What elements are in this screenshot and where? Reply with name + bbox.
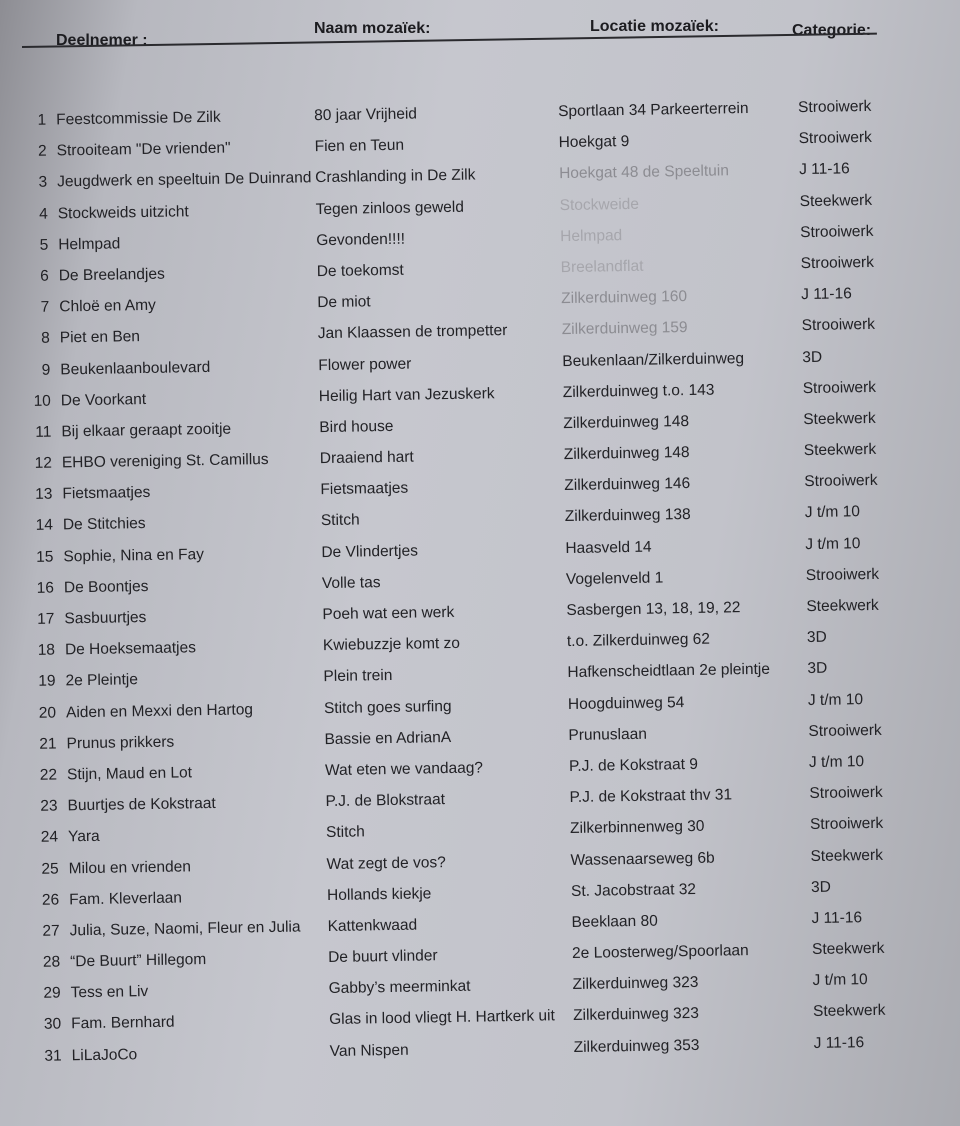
mosaic-name-cell: Fien en Teun [314, 136, 405, 156]
header-divider [22, 33, 877, 48]
location-cell: Hoekgat 48 de Speeltuin [559, 162, 730, 183]
row-number: 7 [40, 298, 50, 316]
location-cell: Beukenlaan/Zilkerduinweg [562, 349, 745, 370]
participant-cell: De Boontjes [63, 577, 149, 597]
row-number: 14 [35, 516, 54, 535]
header-category: Categorie: [792, 22, 872, 39]
mosaic-name-cell: Stitch [320, 511, 360, 530]
entries-table [22, 93, 958, 1075]
row-number: 24 [40, 828, 59, 847]
row-number: 2 [37, 142, 47, 160]
row-number: 23 [40, 797, 58, 815]
location-cell: Zilkerduinweg 148 [563, 412, 690, 432]
participant-cell: Feestcommissie De Zilk [56, 108, 221, 129]
participant-cell: Beukenlaanboulevard [60, 358, 211, 378]
location-cell: Zilkerbinnenweg 30 [569, 818, 705, 838]
row-number: 19 [38, 672, 56, 691]
location-cell: Breelandflat [560, 257, 644, 277]
row-number: 18 [37, 641, 56, 659]
participant-cell: Prunus prikkers [66, 733, 175, 753]
location-cell: Zilkerduinweg t.o. 143 [562, 381, 715, 401]
row-number: 6 [40, 267, 49, 285]
mosaic-name-cell: Glas in lood vliegt H. Hartkerk uit [329, 1007, 555, 1029]
row-number: 13 [35, 485, 53, 504]
category-cell: Strooiwerk [798, 129, 872, 148]
row-number: 15 [36, 548, 54, 566]
location-cell: Prunuslaan [568, 725, 648, 744]
mosaic-name-cell: Gevonden!!!! [316, 230, 406, 249]
mosaic-name-cell: Bassie en AdrianA [324, 728, 452, 748]
participant-cell: Jeugdwerk en speeltuin De Duinrand [57, 169, 312, 191]
row-number: 3 [38, 173, 48, 192]
participant-cell: LiLaJoCo [71, 1045, 138, 1064]
mosaic-name-cell: Poeh wat een werk [322, 603, 455, 624]
location-cell: 2e Loosterweg/Spoorlaan [571, 942, 749, 963]
mosaic-name-cell: Hollands kiekje [326, 885, 432, 904]
location-cell: Hoogduinweg 54 [567, 693, 685, 713]
location-cell: Beeklaan 80 [571, 912, 658, 931]
participant-cell: Piet en Ben [59, 328, 141, 347]
row-number: 21 [39, 735, 57, 753]
participant-cell: Strooiteam "De vrienden" [56, 139, 231, 160]
participant-cell: Stijn, Maud en Lot [66, 764, 193, 784]
category-cell: Strooiwerk [805, 565, 880, 584]
participant-cell: De Stitchies [62, 515, 146, 534]
participant-cell: De Breelandjes [58, 265, 165, 285]
mosaic-name-cell: De buurt vlinder [327, 947, 438, 967]
category-cell: Strooiwerk [804, 472, 878, 491]
category-cell: 3D [806, 628, 827, 647]
participant-cell: Tess en Liv [70, 983, 149, 1002]
mosaic-name-cell: Wat zegt de vos? [326, 853, 446, 873]
mosaic-name-cell: Crashlanding in De Zilk [315, 166, 476, 187]
category-cell: J 11-16 [811, 909, 863, 927]
row-number: 12 [34, 454, 53, 472]
participant-cell: Chloë en Amy [59, 296, 156, 316]
category-cell: Steekwerk [803, 409, 876, 428]
category-cell: Strooiwerk [800, 222, 874, 241]
participant-cell: “De Buurt” Hillegom [70, 951, 207, 971]
mosaic-name-cell: Bird house [319, 417, 394, 436]
location-cell: Hoekgat 9 [558, 133, 630, 152]
row-number: 8 [41, 329, 50, 348]
participant-cell: Sophie, Nina en Fay [63, 545, 205, 565]
category-cell: J t/m 10 [807, 690, 864, 709]
row-number: 5 [39, 236, 49, 254]
category-cell: 3D [810, 878, 831, 896]
mosaic-name-cell: Draaiend hart [319, 448, 414, 468]
category-cell: J t/m 10 [812, 971, 868, 990]
category-cell: Steekwerk [811, 939, 885, 959]
participant-cell: Julia, Suze, Naomi, Fleur en Julia [69, 918, 301, 940]
row-number: 16 [36, 579, 55, 597]
header-participant: Deelnemer : [56, 32, 148, 49]
location-cell: Haasveld 14 [565, 538, 652, 557]
category-cell: 3D [807, 660, 828, 678]
category-cell: Strooiwerk [797, 97, 872, 117]
location-cell: Zilkerduinweg 159 [561, 319, 688, 339]
row-number: 31 [44, 1047, 62, 1065]
row-number: 26 [41, 891, 60, 909]
row-number: 30 [43, 1015, 62, 1034]
row-number: 4 [38, 205, 48, 223]
location-cell: Zilkerduinweg 138 [564, 506, 691, 526]
mosaic-name-cell: Heilig Hart van Jezuskerk [318, 384, 495, 405]
location-cell: Zilkerduinweg 160 [561, 288, 688, 308]
participant-cell: Aiden en Mexxi den Hartog [65, 700, 254, 721]
mosaic-name-cell: Kattenkwaad [327, 916, 418, 935]
location-cell: Wassenaarseweg 6b [570, 849, 715, 869]
participant-cell: Fietsmaatjes [62, 484, 151, 503]
mosaic-name-cell: P.J. de Blokstraat [325, 791, 446, 811]
participant-cell: Buurtjes de Kokstraat [67, 795, 216, 815]
location-cell: Hafkenscheidtlaan 2e pleintje [567, 661, 771, 682]
participant-cell: Sasbuurtjes [64, 609, 147, 628]
row-number: 29 [43, 984, 61, 1003]
location-cell: P.J. de Kokstraat thv 31 [569, 786, 733, 807]
mosaic-name-cell: De miot [317, 293, 371, 312]
location-cell: Stockweide [559, 195, 640, 214]
participant-cell: Stockweids uitzicht [57, 202, 189, 222]
mosaic-name-cell: Plein trein [323, 667, 393, 686]
category-cell: Strooiwerk [802, 378, 877, 397]
participant-cell: EHBO vereniging St. Camillus [61, 451, 269, 472]
mosaic-name-cell: Jan Klaassen de trompetter [317, 322, 508, 343]
location-cell: St. Jacobstraat 32 [570, 880, 697, 900]
category-cell: Steekwerk [812, 1002, 886, 1021]
mosaic-name-cell: Van Nispen [329, 1041, 409, 1060]
category-cell: J 11-16 [798, 160, 850, 179]
row-number: 20 [38, 704, 57, 722]
location-cell: Zilkerduinweg 146 [564, 475, 691, 495]
row-number: 1 [37, 111, 47, 129]
category-cell: Strooiwerk [808, 721, 882, 740]
category-cell: J 11-16 [801, 285, 852, 304]
category-cell: J t/m 10 [804, 503, 861, 522]
location-cell: Zilkerduinweg 353 [573, 1036, 700, 1056]
mosaic-name-cell: Tegen zinloos geweld [315, 198, 465, 218]
participant-cell: Bij elkaar geraapt zooitje [61, 420, 232, 441]
row-number: 28 [42, 953, 61, 971]
location-cell: Sportlaan 34 Parkeerterrein [557, 99, 749, 121]
mosaic-name-cell: Stitch goes surfing [323, 697, 452, 717]
category-cell: J t/m 10 [808, 753, 865, 771]
category-cell: Steekwerk [810, 846, 884, 865]
mosaic-name-cell: Flower power [318, 355, 412, 374]
row-number: 17 [37, 610, 55, 628]
participant-cell: Helmpad [58, 235, 121, 254]
row-number: 10 [33, 392, 51, 410]
category-cell: Strooiwerk [800, 253, 875, 273]
mosaic-name-cell: Wat eten we vandaag? [324, 759, 484, 780]
header-mosaic-name: Naam mozaïek: [314, 20, 431, 37]
category-cell: Strooiwerk [809, 815, 884, 834]
category-cell: J 11-16 [813, 1033, 865, 1052]
participant-cell: Yara [67, 828, 100, 846]
header-mosaic-location: Locatie mozaïek: [590, 18, 719, 35]
mosaic-name-cell: De Vlindertjes [321, 542, 419, 561]
mosaic-name-cell: Volle tas [321, 573, 381, 592]
mosaic-name-cell: Gabby’s meerminkat [328, 977, 471, 998]
location-cell: Zilkerduinweg 323 [572, 1005, 700, 1025]
category-cell: J t/m 10 [805, 534, 861, 553]
location-cell: Helmpad [560, 226, 623, 245]
participant-cell: Fam. Kleverlaan [68, 889, 183, 909]
category-cell: Steekwerk [799, 191, 873, 210]
row-number: 25 [41, 859, 59, 878]
participant-cell: Milou en vrienden [68, 857, 192, 877]
participant-cell: Fam. Bernhard [71, 1014, 175, 1033]
mosaic-name-cell: Kwiebuzzje komt zo [322, 635, 461, 655]
participant-cell: 2e Pleintje [65, 671, 139, 690]
row-number: 9 [41, 361, 51, 379]
row-number: 27 [42, 922, 60, 940]
mosaic-name-cell: 80 jaar Vrijheid [314, 105, 418, 125]
location-cell: Zilkerduinweg 323 [572, 974, 699, 994]
row-number: 22 [39, 766, 58, 784]
mosaic-name-cell: Stitch [325, 823, 365, 842]
mosaic-name-cell: De toekomst [316, 261, 404, 281]
location-cell: Zilkerduinweg 148 [563, 444, 690, 464]
mosaic-name-cell: Fietsmaatjes [320, 479, 409, 499]
category-cell: Steekwerk [806, 596, 879, 616]
participant-cell: De Voorkant [60, 390, 147, 410]
category-cell: Strooiwerk [809, 783, 883, 803]
location-cell: t.o. Zilkerduinweg 62 [566, 630, 711, 651]
row-number: 11 [35, 423, 52, 441]
location-cell: Sasbergen 13, 18, 19, 22 [566, 599, 741, 620]
location-cell: P.J. de Kokstraat 9 [568, 755, 699, 775]
category-cell: 3D [802, 348, 823, 366]
participant-cell: De Hoeksemaatjes [64, 639, 197, 659]
category-cell: Steekwerk [803, 440, 877, 460]
location-cell: Vogelenveld 1 [565, 569, 664, 588]
category-cell: Strooiwerk [801, 316, 876, 335]
